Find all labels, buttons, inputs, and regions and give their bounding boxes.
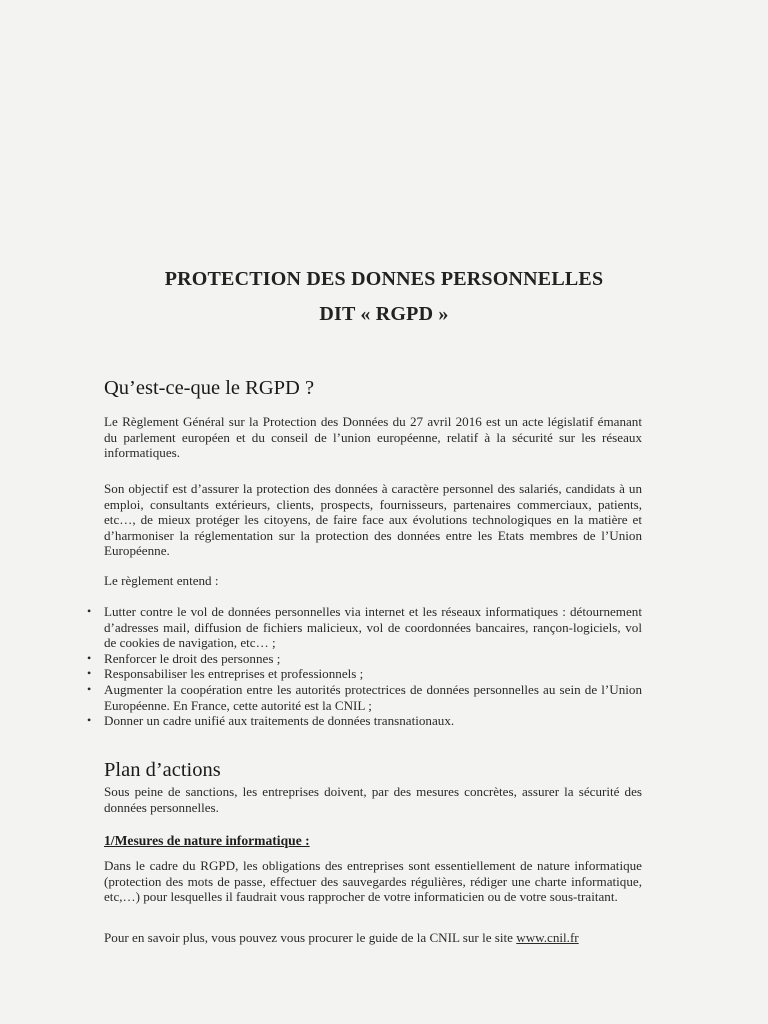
paragraph-definition: Le Règlement Général sur la Protection des Données du 27 avril 2016 est un acte législatif émanant du parlement européen et du conseil de l’union européenne, relatif à la sécurité sur les réseaux informatiques. [104,414,642,461]
bullet-icon: • [87,666,92,681]
paragraph-objective: Son objectif est d’assurer la protection des données à caractère personnel des salariés, candidats à un emploi, consultants extérieurs, clients, prospects, fournisseurs, partenaires commerciaux, patients, etc…, de mieux protéger les citoyens, de faire face aux évolutions technologiques en la matière et d’harmoniser la réglementation sur la protection des données entre les Etats membres de l’Union Européenne. [104,481,642,559]
section-heading-rgpd: Qu’est-ce-que le RGPD ? [104,377,315,399]
regulation-goals-list [87,604,642,729]
list-item-text: Donner un cadre unifié aux traitements de données transnationaux. [104,713,455,729]
paragraph-sanctions: Sous peine de sanctions, les entreprises doivent, par des mesures concrètes, assurer la sécurité des données personnelles. [104,784,642,815]
list-item-text: Augmenter la coopération entre les autorités protectrices de données personnelles au sein de l’Union Européenne. En France, cette autorité est la CNIL ; [104,681,642,713]
learn-more-text: Pour en savoir plus, vous pouvez vous procurer le guide de la CNIL sur le site [104,930,517,945]
document-title-line-1: PROTECTION DES DONNES PERSONNELLES [164,268,604,290]
list-item-text: Renforcer le droit des personnes ; [104,650,281,666]
list-item [87,713,642,729]
paragraph-learn-more [104,930,642,946]
document-title-line-2: DIT « RGPD » [319,303,449,325]
list-item [87,604,642,651]
list-item [87,650,642,667]
bullet-icon: • [87,713,92,728]
list-item-text: Lutter contre le vol de données personnelles via internet et les réseaux informatiques : détournement d’adresses mail, diffusion de fichiers malicieux, vol de coordonnées bancaires, rançon-logiciels, vol de cookies de navigation, etc… ; [104,604,642,651]
list-item-text: Responsabiliser les entreprises et professionnels ; [104,666,364,682]
list-item [87,666,642,682]
section-heading-action-plan: Plan d’actions [104,759,221,781]
bullet-icon: • [87,681,92,696]
cnil-website-link[interactable]: www.cnil.fr [516,930,579,945]
bullet-icon: • [87,650,92,665]
list-item [87,681,642,713]
paragraph-it-obligations: Dans le cadre du RGPD, les obligations des entreprises sont essentiellement de nature informatique (protection des mots de passe, effectuer des sauvegardes régulières, rédiger une charte informatique, etc,…) pour lesquelles il faudrait vous rapprocher de votre informaticien ou de votre sous-traitant. [104,858,642,905]
bullet-icon: • [87,604,92,618]
subheading-it-measures: 1/Mesures de nature informatique : [104,833,310,848]
paragraph-intro-list: Le règlement entend : [104,573,219,588]
